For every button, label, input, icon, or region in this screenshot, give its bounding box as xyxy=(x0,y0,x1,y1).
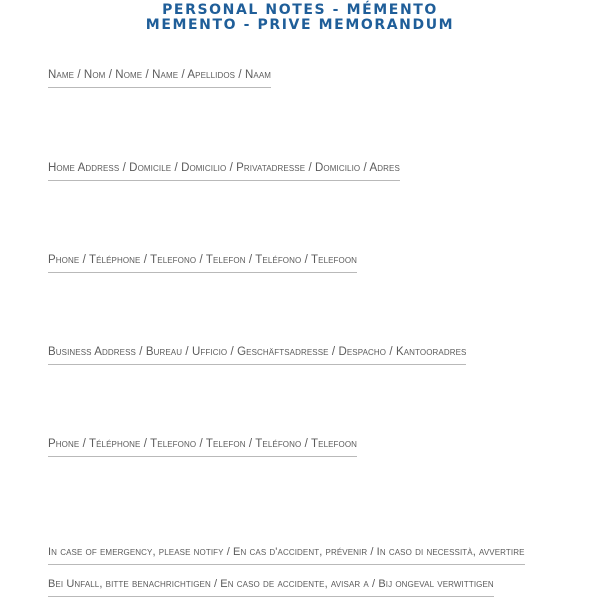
home-phone-field[interactable] xyxy=(48,253,357,273)
name-field[interactable] xyxy=(48,68,271,88)
home-address-field-label: Home Address / Domicile / Domicilio / Privatadresse / Domicilio / Adres xyxy=(48,162,400,174)
emergency-contact-field-1[interactable] xyxy=(48,545,525,565)
home-phone-field-label: Phone / Téléphone / Telefono / Telefon / Teléfono / Telefoon xyxy=(48,254,358,266)
page-title-line-1: PERSONAL NOTES - MÉMENTO xyxy=(162,2,438,18)
emergency-contact-label-2: Bei Unfall, bitte benachrichtigen / En caso de accidente, avisar a / Bij ongeval verwittigen xyxy=(48,578,494,590)
business-phone-field[interactable] xyxy=(48,437,357,457)
business-address-field[interactable] xyxy=(48,345,466,365)
emergency-contact-field-2[interactable] xyxy=(48,577,494,597)
home-address-field[interactable] xyxy=(48,161,400,181)
name-field-label: Name / Nom / Nome / Name / Apellidos / Naam xyxy=(48,69,272,81)
emergency-contact-label-1: In case of emergency, please notify / En cas d'accident, prévenir / In caso di necessità, avvertire xyxy=(48,546,525,558)
business-address-field-label: Business Address / Bureau / Ufficio / Geschäftsadresse / Despacho / Kantooradres xyxy=(48,346,467,358)
page-title-line-2: MEMENTO - PRIVE MEMORANDUM xyxy=(145,17,455,33)
business-phone-field-label: Phone / Téléphone / Telefono / Telefon / Teléfono / Telefoon xyxy=(48,438,358,450)
